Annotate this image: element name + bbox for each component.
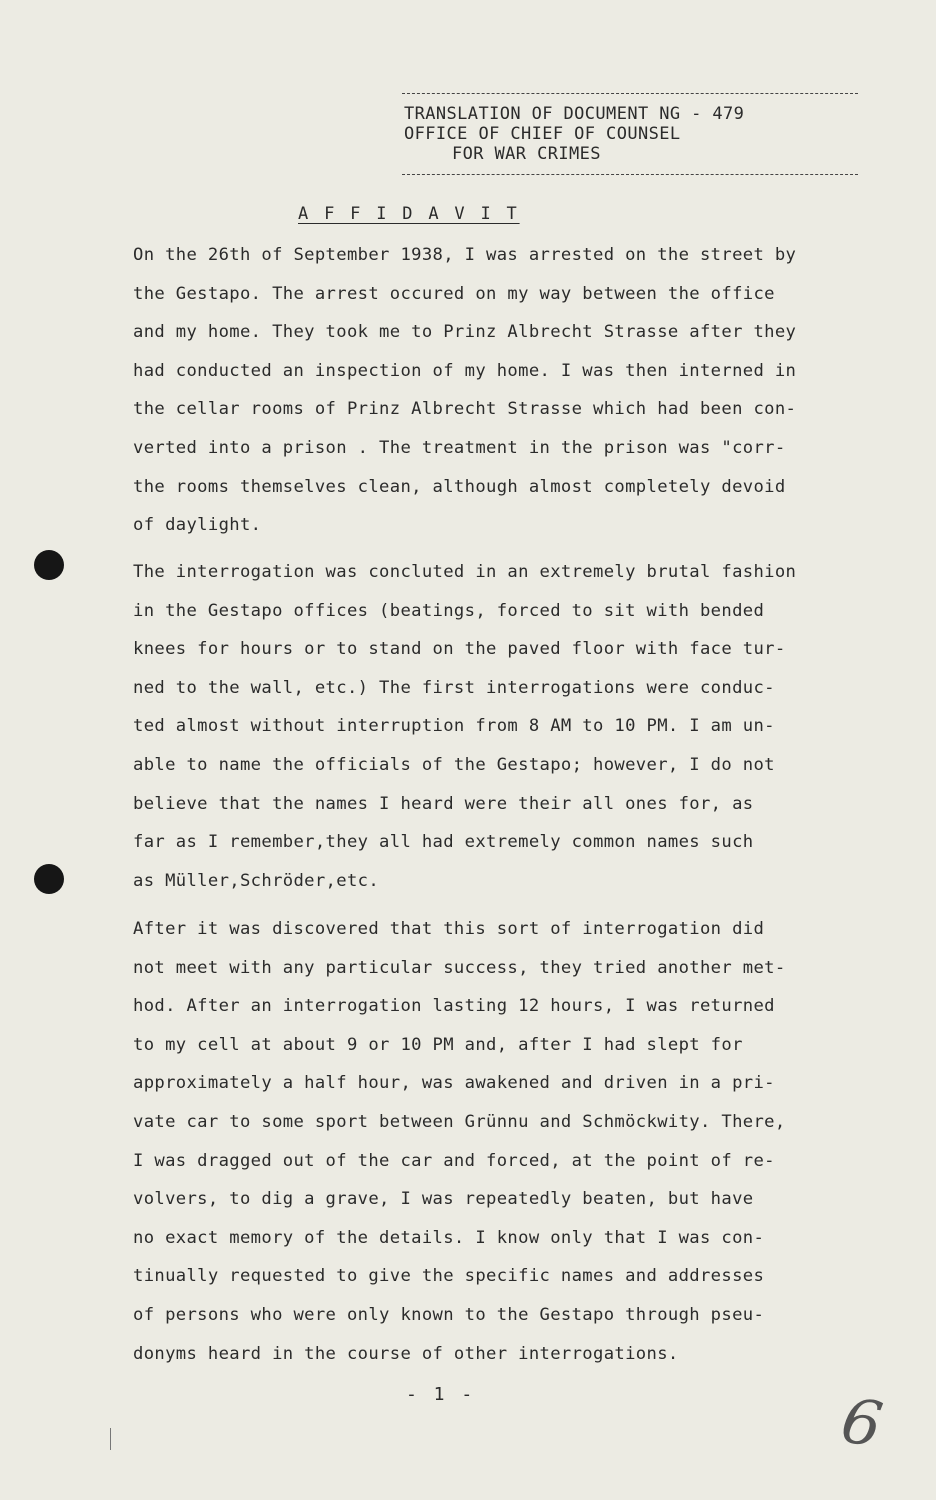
text-line: far as I remember,they all had extremely common names such <box>133 832 754 853</box>
text-line: verted into a prison . The treatment in the prison was "corr- <box>133 437 786 458</box>
text-line: as Müller,Schröder,etc. <box>133 870 380 891</box>
header-line-1: TRANSLATION OF DOCUMENT NG - 479 <box>404 104 745 124</box>
text-line: I was dragged out of the car and forced, at the point of re- <box>133 1150 775 1171</box>
text-line: to my cell at about 9 or 10 PM and, after I had slept for <box>133 1034 743 1055</box>
header-line-2: OFFICE OF CHIEF OF COUNSEL <box>404 124 681 144</box>
text-line: The interrogation was concluted in an extremely brutal fashion <box>133 562 797 582</box>
page-number: - 1 - <box>406 1384 476 1405</box>
text-line: in the Gestapo offices (beatings, forced to sit with bended <box>133 600 765 621</box>
text-line: On the 26th of September 1938, I was arrested on the street by <box>133 245 797 265</box>
text-line: donyms heard in the course of other interrogations. <box>133 1343 679 1364</box>
text-line: knees for hours or to stand on the paved floor with face tur- <box>133 639 786 660</box>
text-line: the Gestapo. The arrest occured on my way between the office <box>133 283 775 304</box>
text-line: After it was discovered that this sort of interrogation did <box>133 919 765 939</box>
text-line: had conducted an inspection of my home. I was then interned in <box>133 360 797 381</box>
text-line: ned to the wall, etc.) The first interrogations were conduc- <box>133 677 775 698</box>
text-line: of daylight. <box>133 515 262 536</box>
header-bottom-rule <box>402 174 858 175</box>
text-line: approximately a half hour, was awakened and driven in a pri- <box>133 1073 775 1094</box>
punch-hole-icon <box>34 864 64 894</box>
text-line: vate car to some sport between Grünnu and Schmöckwity. There, <box>133 1111 786 1132</box>
text-line: able to name the officials of the Gestapo; however, I do not <box>133 754 775 775</box>
paragraph-3 <box>133 910 863 1373</box>
paragraph-2 <box>133 553 863 900</box>
text-line: no exact memory of the details. I know only that I was con- <box>133 1227 765 1248</box>
text-line: the rooms themselves clean, although almost completely devoid <box>133 476 786 497</box>
document-title: A F F I D A V I T <box>298 204 520 224</box>
header-top-rule <box>402 93 858 94</box>
text-line: ted almost without interruption from 8 AM to 10 PM. I am un- <box>133 716 775 737</box>
text-line: and my home. They took me to Prinz Albrecht Strasse after they <box>133 322 797 343</box>
text-line: the cellar rooms of Prinz Albrecht Strasse which had been con- <box>133 399 797 420</box>
text-line: believe that the names I heard were their all ones for, as <box>133 793 754 814</box>
text-line: not meet with any particular success, they tried another met- <box>133 957 786 978</box>
punch-hole-icon <box>34 550 64 580</box>
document-header <box>404 104 744 164</box>
header-line-3: FOR WAR CRIMES <box>452 144 601 164</box>
paragraph-1 <box>133 236 863 545</box>
text-line: volvers, to dig a grave, I was repeatedly beaten, but have <box>133 1189 754 1210</box>
handwritten-margin-number: 6 <box>835 1383 888 1462</box>
text-line: of persons who were only known to the Gestapo through pseu- <box>133 1304 765 1325</box>
text-line: tinually requested to give the specific names and addresses <box>133 1266 765 1287</box>
margin-tick-mark <box>110 1428 111 1450</box>
text-line: hod. After an interrogation lasting 12 hours, I was returned <box>133 996 775 1017</box>
